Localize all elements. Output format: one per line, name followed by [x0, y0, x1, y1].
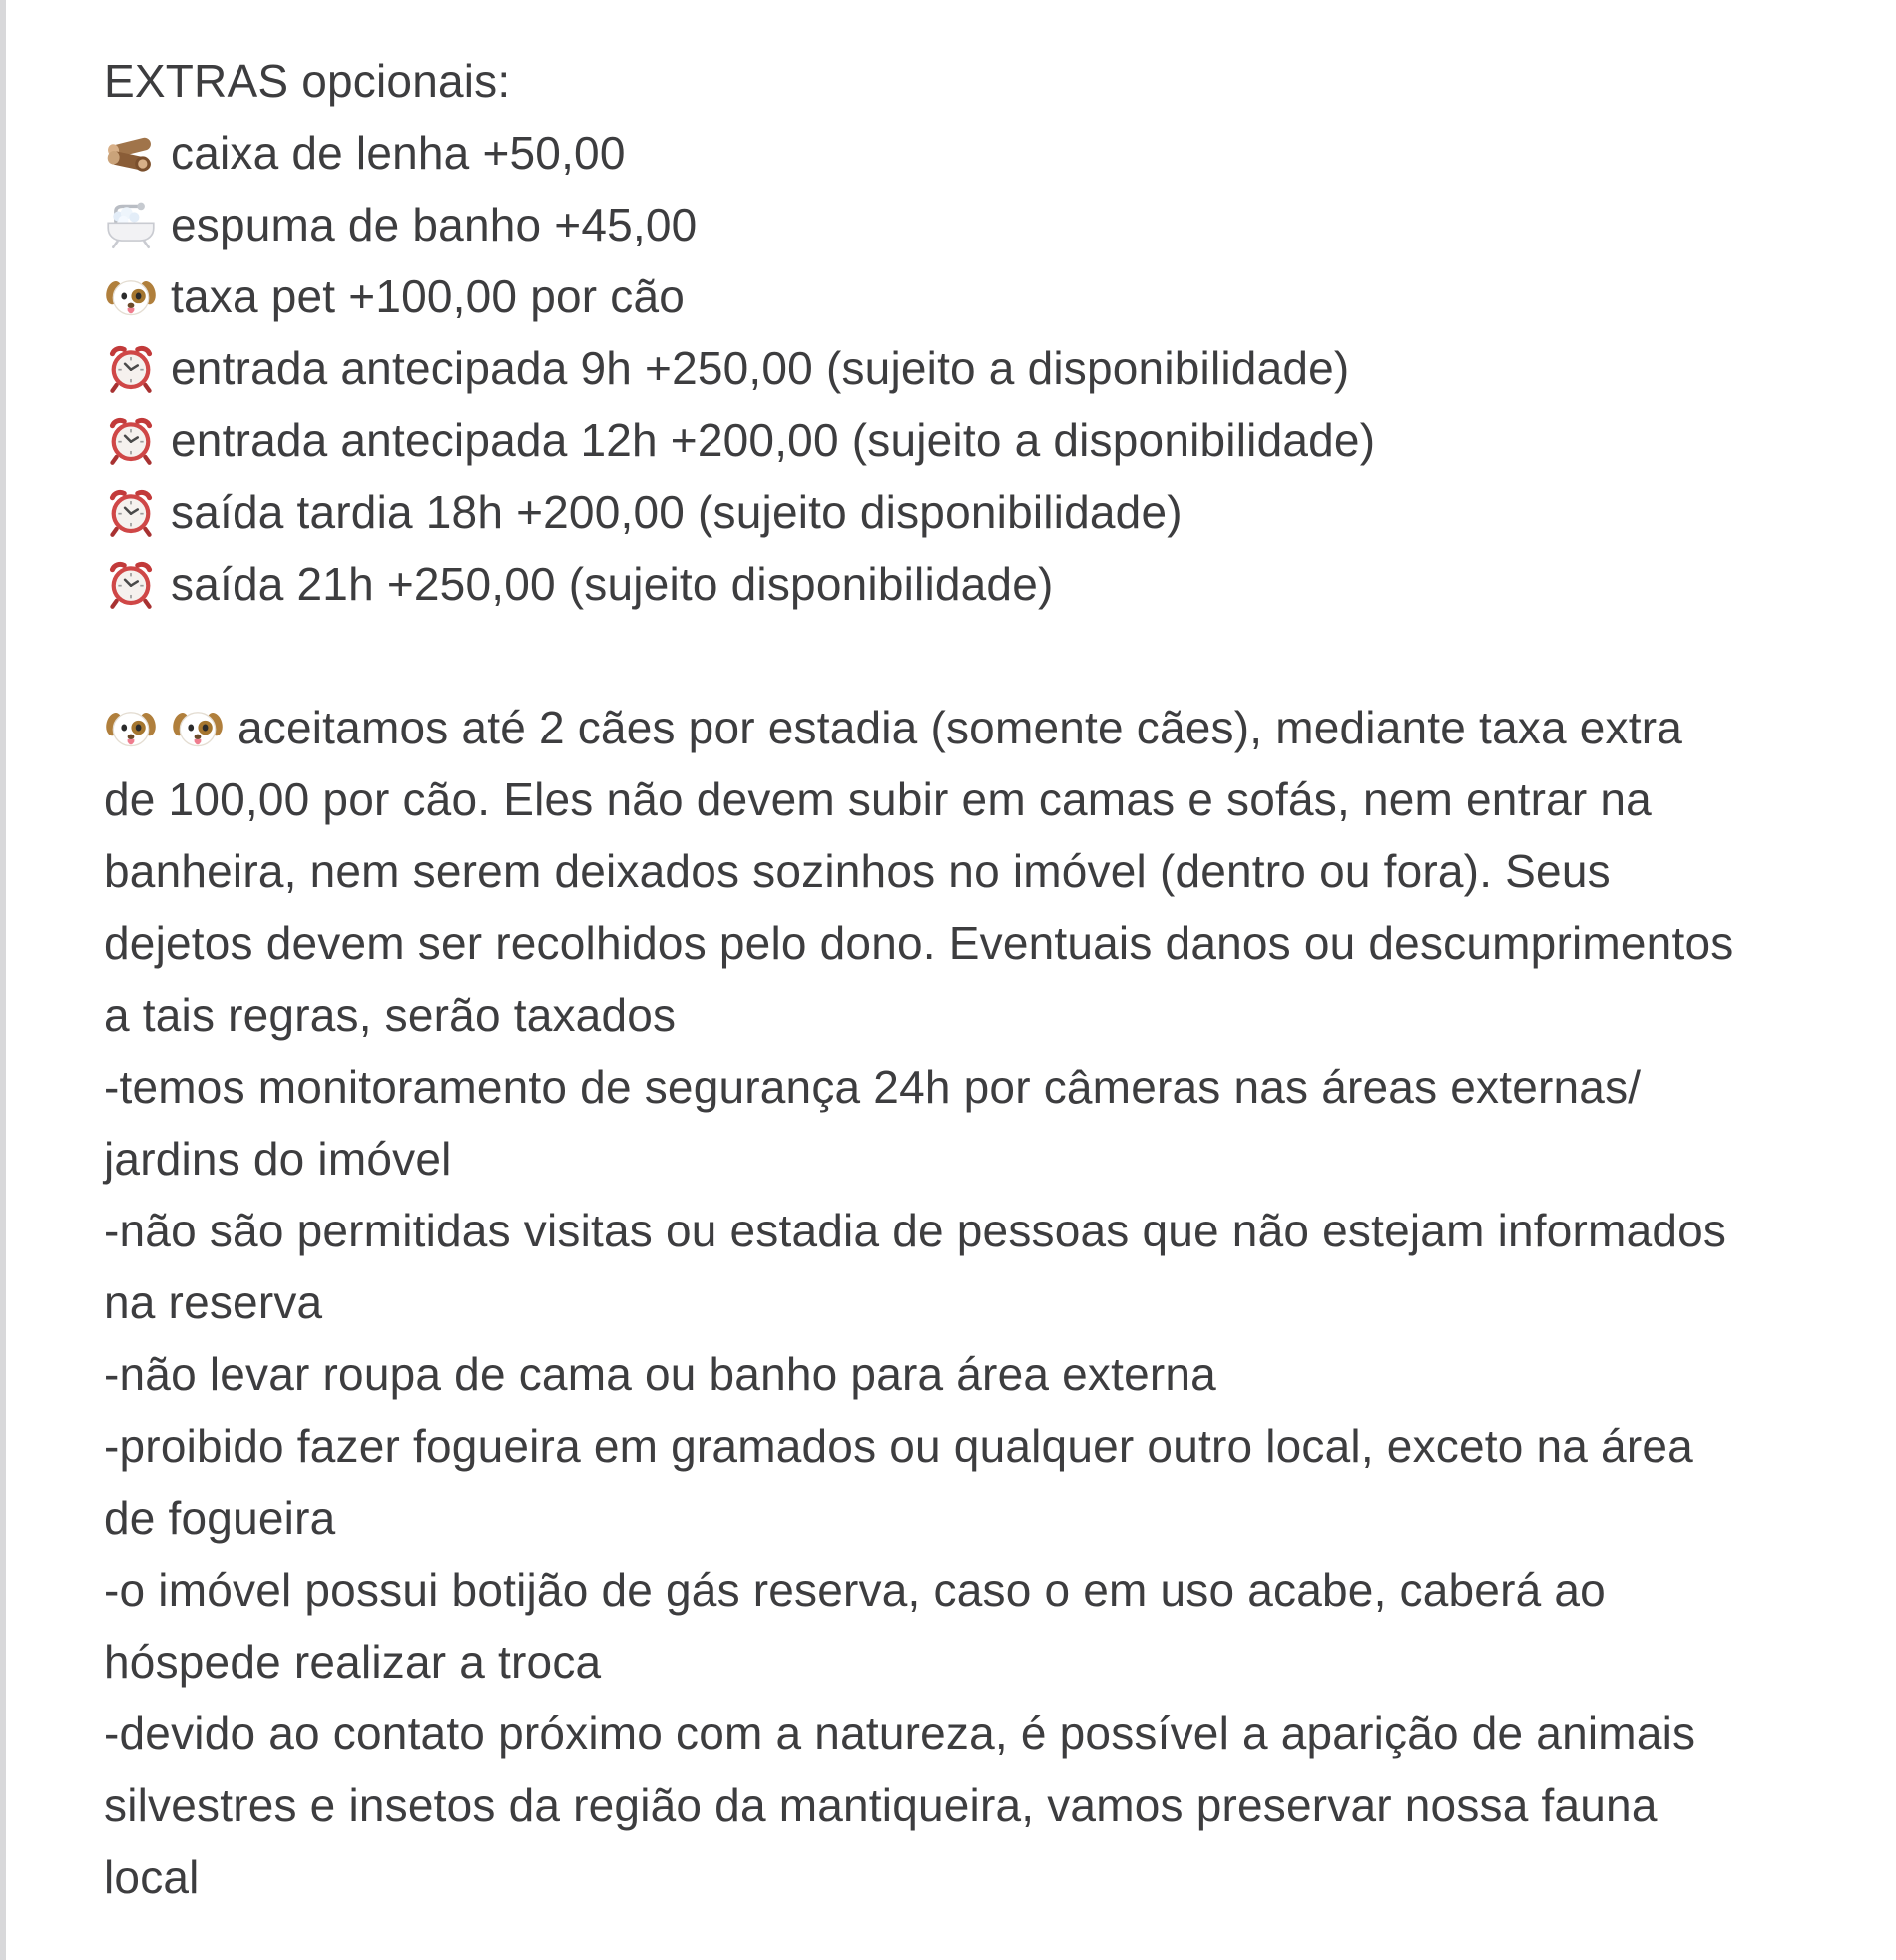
line-text: -temos monitoramento de segurança 24h por câmeras nas áreas externas/ — [104, 1061, 1642, 1113]
left-edge-strip — [0, 0, 6, 1960]
text-line — [104, 404, 1836, 476]
text-line — [104, 1338, 1836, 1410]
text-line — [104, 1769, 1836, 1841]
text-line — [104, 1410, 1836, 1482]
wood-icon — [104, 126, 158, 180]
text-line — [104, 1482, 1836, 1554]
text-line — [104, 332, 1836, 404]
line-text: caixa de lenha +50,00 — [171, 127, 626, 179]
alarm-icon — [104, 557, 158, 611]
line-text: dejetos devem ser recolhidos pelo dono. Eventuais danos ou descumprimentos — [104, 917, 1734, 969]
line-text: na reserva — [104, 1276, 323, 1328]
text-line — [104, 548, 1836, 620]
bathtub-icon — [104, 198, 158, 251]
line-text: -não levar roupa de cama ou banho para área externa — [104, 1348, 1216, 1400]
text-line — [104, 979, 1836, 1051]
line-text: saída 21h +250,00 (sujeito disponibilidade) — [171, 558, 1054, 610]
text-line — [104, 1195, 1836, 1266]
text-line — [104, 763, 1836, 835]
alarm-icon — [104, 413, 158, 467]
line-text: -não são permitidas visitas ou estadia de pessoas que não estejam informados — [104, 1205, 1727, 1256]
text-line — [104, 1266, 1836, 1338]
text-line — [104, 189, 1836, 260]
line-text: entrada antecipada 9h +250,00 (sujeito a disponibilidade) — [171, 342, 1350, 394]
dog-icon — [104, 269, 158, 323]
line-text: de fogueira — [104, 1492, 336, 1544]
text-line — [104, 1051, 1836, 1123]
alarm-icon — [104, 341, 158, 395]
line-text: silvestres e insetos da região da mantiqueira, vamos preservar nossa fauna — [104, 1779, 1658, 1831]
line-text: jardins do imóvel — [104, 1133, 452, 1185]
text-line — [104, 117, 1836, 189]
line-text: saída tardia 18h +200,00 (sujeito disponibilidade) — [171, 486, 1183, 538]
text-line — [104, 476, 1836, 548]
line-text: -o imóvel possui botijão de gás reserva, caso o em uso acabe, caberá ao — [104, 1564, 1606, 1616]
blank-line — [104, 620, 1836, 692]
text-line — [104, 1698, 1836, 1769]
line-text: -proibido fazer fogueira em gramados ou qualquer outro local, exceto na área — [104, 1420, 1693, 1472]
text-line — [104, 260, 1836, 332]
alarm-icon — [104, 485, 158, 539]
line-text: espuma de banho +45,00 — [171, 199, 698, 250]
text-line — [104, 1841, 1836, 1913]
text-line — [104, 1554, 1836, 1626]
line-text: -devido ao contato próximo com a natureza, é possível a aparição de animais — [104, 1708, 1696, 1759]
line-text: a tais regras, serão taxados — [104, 989, 677, 1041]
line-text: aceitamos até 2 cães por estadia (somente cães), mediante taxa extra — [237, 702, 1683, 753]
text-line — [104, 1626, 1836, 1698]
line-text: banheira, nem serem deixados sozinhos no imóvel (dentro ou fora). Seus — [104, 845, 1611, 897]
text-line — [104, 692, 1836, 763]
text-line — [104, 1123, 1836, 1195]
text-line — [104, 45, 1836, 117]
line-text: EXTRAS opcionais: — [104, 55, 511, 107]
line-text: de 100,00 por cão. Eles não devem subir em camas e sofás, nem entrar na — [104, 773, 1652, 825]
message-content — [104, 45, 1836, 1913]
line-text: local — [104, 1851, 200, 1903]
line-text: entrada antecipada 12h +200,00 (sujeito a disponibilidade) — [171, 414, 1376, 466]
line-text: taxa pet +100,00 por cão — [171, 270, 686, 322]
line-text: hóspede realizar a troca — [104, 1636, 602, 1688]
text-line — [104, 907, 1836, 979]
dog-icon — [104, 701, 158, 754]
text-line — [104, 835, 1836, 907]
dog-icon — [171, 701, 225, 754]
